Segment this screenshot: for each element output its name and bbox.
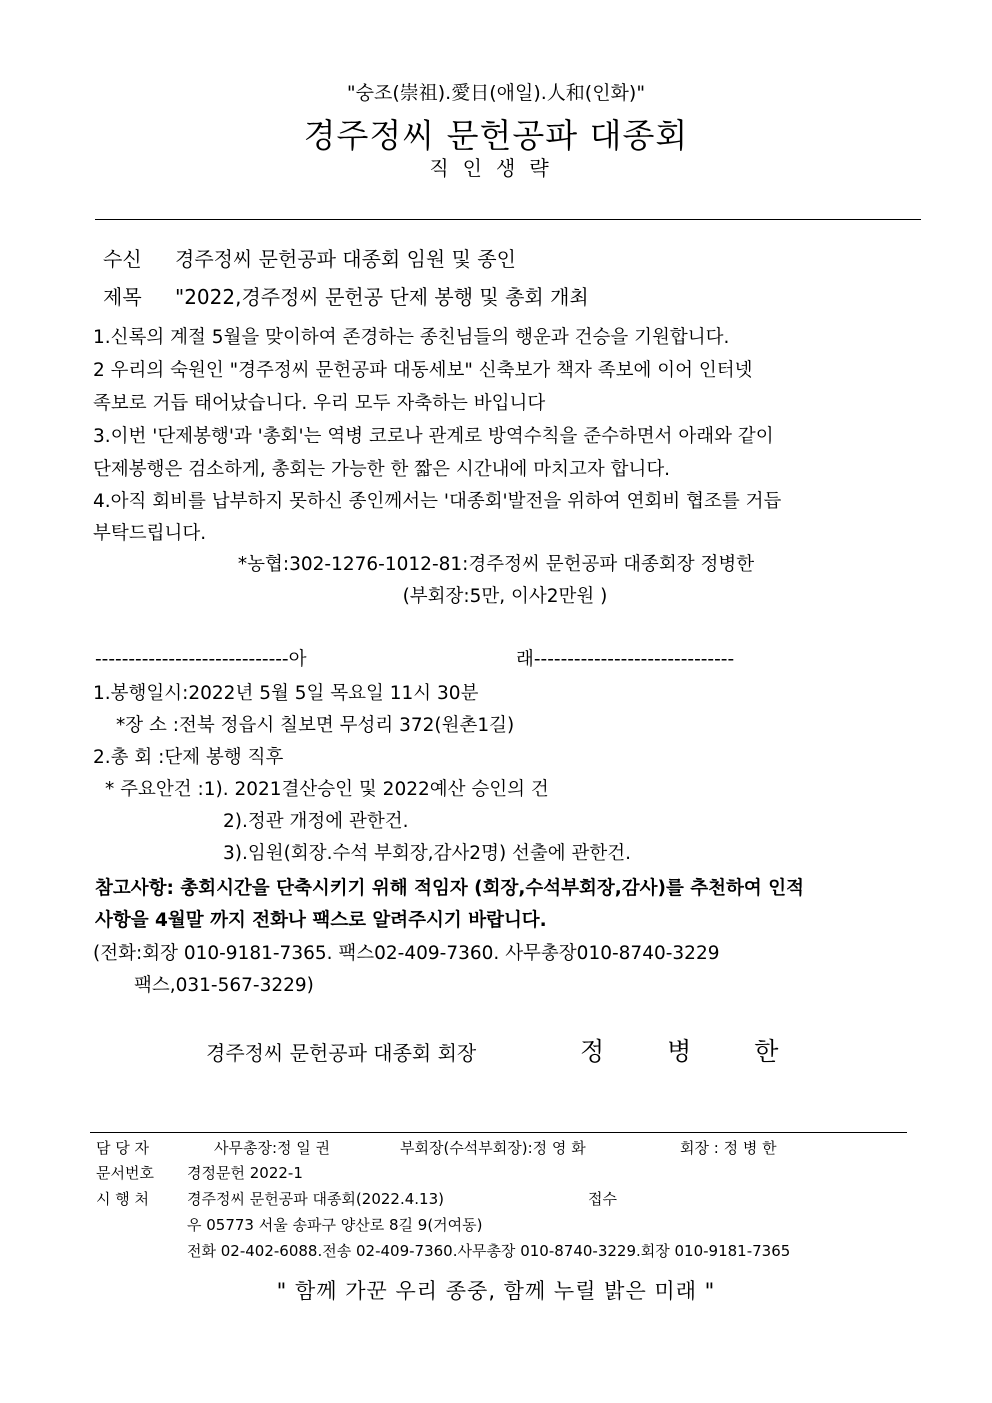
staff-president: 회장 : 정 병 한	[680, 1139, 777, 1157]
subject-value: "2022,경주정씨 문헌공 단제 봉행 및 총회 개최	[175, 285, 589, 309]
body-line: 부탁드립니다.	[93, 523, 207, 544]
recipient-value: 경주정씨 문헌공파 대종회 임원 및 종인	[175, 247, 516, 271]
reference-note: 사항을 4월말 까지 전화나 팩스로 알려주시기 바랍니다.	[95, 910, 547, 931]
contact-info: 팩스,031-567-3229)	[134, 975, 314, 996]
body-line: 3.이번 '단제봉행'과 '총회'는 역병 코로나 관계로 방역수칙을 준수하면서 아래와 같이	[93, 426, 774, 447]
body-line: 단제봉행은 검소하게, 총회는 가능한 한 짧은 시간내에 마치고자 합니다.	[93, 459, 671, 480]
body-line: 1.신록의 계절 5월을 맞이하여 존경하는 종친님들의 행운과 건승을 기원합니다.	[93, 327, 730, 348]
recipient-label: 수신	[103, 247, 142, 271]
address: 우 05773 서울 송파구 양산로 8길 9(거여동)	[187, 1216, 483, 1234]
seal-omitted-note: 직인생략	[429, 156, 563, 180]
ceremony-place: *장 소 :전북 정읍시 칠보면 무성리 372(원촌1길)	[116, 715, 515, 736]
body-line: 2 우리의 숙원인 "경주정씨 문헌공파 대동세보" 신축보가 책자 족보에 이어 인터넷	[93, 360, 753, 381]
signature-name-char: 정	[580, 1037, 605, 1066]
ceremony-datetime: 1.봉행일시:2022년 5월 5일 목요일 11시 30분	[93, 683, 479, 704]
body-line: 4.아직 회비를 납부하지 못하신 종인께서는 '대종회'발전을 위하여 연회비 협조를 거듭	[93, 491, 782, 512]
phone-numbers: 전화 02-402-6088.전송 02-409-7360.사무총장 010-8740-3229.회장 010-9181-7365	[187, 1242, 791, 1260]
fee-note: (부회장:5만, 이사2만원 )	[402, 586, 608, 607]
agenda-item: 3).임원(회장.수석 부회장,감사2명) 선출에 관한건.	[223, 843, 632, 864]
bank-account: *농협:302-1276-1012-81:경주정씨 문헌공파 대종회장 정병한	[237, 554, 755, 575]
signature-name	[580, 1032, 778, 1068]
reference-note: 참고사항: 총회시간을 단축시키기 위해 적임자 (회장,수석부회장,감사)를 추천하여 인적	[95, 878, 804, 899]
divider-right: 래------------------------------	[516, 649, 735, 670]
signature-name-char: 병	[667, 1037, 692, 1066]
signature-org: 경주정씨 문헌공파 대종회 회장	[206, 1041, 477, 1065]
footer-divider	[90, 1132, 907, 1133]
receipt-label: 접수	[588, 1190, 617, 1208]
staff-secretary: 사무총장:정 일 권	[214, 1139, 331, 1157]
divider-left: -----------------------------아	[95, 649, 307, 670]
general-meeting: 2.총 회 :단제 봉행 직후	[93, 747, 284, 768]
header-divider	[95, 219, 921, 220]
issuer-value: 경주정씨 문헌공파 대종회(2022.4.13)	[187, 1190, 444, 1208]
motto: "숭조(崇祖).愛日(애일).人和(인화)"	[346, 82, 646, 104]
agenda-item: * 주요안건 :1). 2021결산승인 및 2022예산 승인의 건	[105, 779, 549, 800]
signature-name-char: 한	[754, 1037, 779, 1066]
agenda-item: 2).정관 개정에 관한건.	[223, 811, 409, 832]
issuer-label: 시 행 처	[96, 1190, 150, 1208]
docno-value: 경정문헌 2022-1	[187, 1164, 303, 1182]
contact-info: (전화:회장 010-9181-7365. 팩스02-409-7360. 사무총장010-8740-3229	[93, 943, 720, 964]
document-title: 경주정씨 문헌공파 대종회	[303, 116, 689, 155]
docno-label: 문서번호	[96, 1164, 154, 1182]
subject-label: 제목	[103, 285, 142, 309]
staff-vice-president: 부회장(수석부회장):정 영 화	[400, 1139, 586, 1157]
body-line: 족보로 거듭 태어났습니다. 우리 모두 자축하는 바입니다	[93, 393, 546, 414]
slogan: " 함께 가꾼 우리 종중, 함께 누릴 밝은 미래 "	[276, 1279, 716, 1303]
staff-label: 담 당 자	[96, 1139, 150, 1157]
